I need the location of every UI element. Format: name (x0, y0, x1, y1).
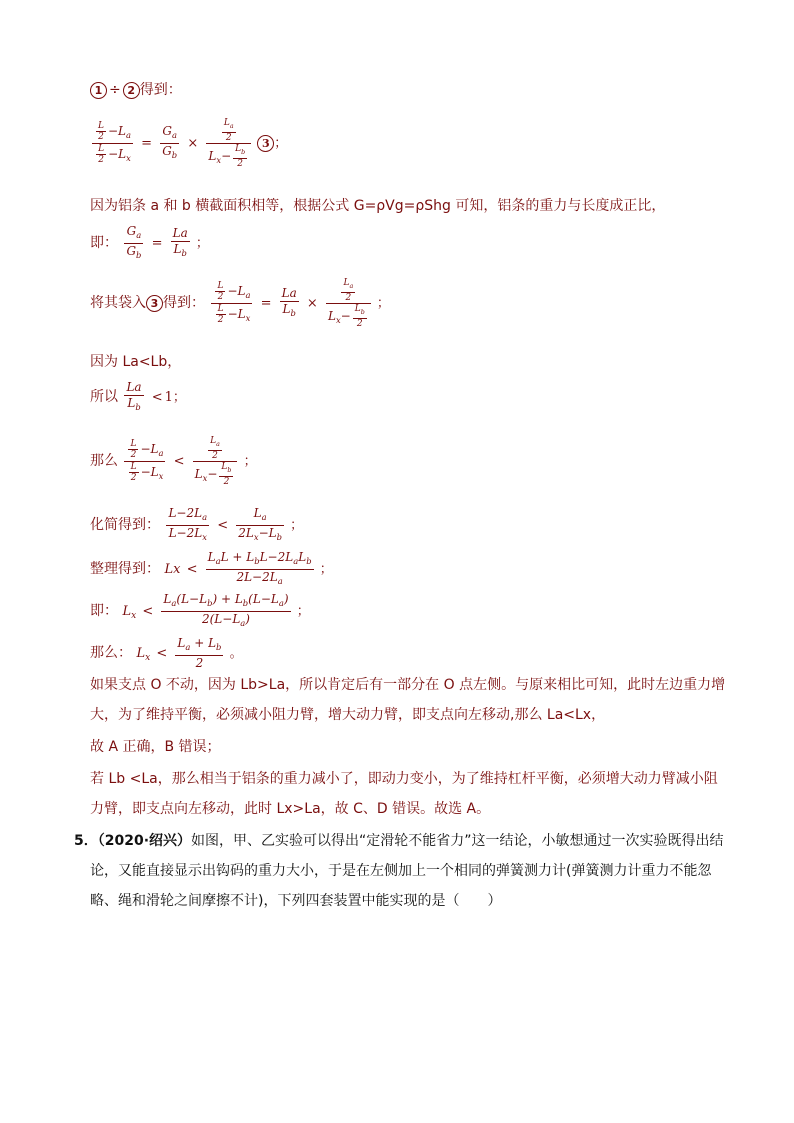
text-la-lt-lb: 因为 La<Lb， (90, 354, 182, 370)
line-ie: 即： $L_x$ < $\frac{L_a(L-L_b) + L_b(L-L_a)}{2(L-L_a)}$ ； (90, 592, 310, 628)
para-2: 故 A 正确，B 错误； (90, 739, 221, 755)
text-get: 得到： (139, 82, 182, 98)
question-source: （2020·绍兴） (97, 833, 192, 849)
frac-right: $\frac{L_a}{2}$ $L_x-$ $\frac{L_b}{2}$ (206, 118, 251, 169)
divide-sign: ÷ (109, 82, 121, 98)
frac-left: $\frac{L}{2}$ $-L_a$ $\frac{L}{2}$ $-L_x$ (92, 121, 133, 166)
question-5-line-2: 论，又能直接显示出钩码的重力大小，于是在左侧加上一个相同的弹簧测力计(弹簧测力计重力不能忽 (90, 863, 712, 879)
line-organize: 整理得到： Lx < $\frac{L_aL + L_bL-2L_aL_b}{2L-2L_a}$ ； (90, 550, 333, 586)
question-5-line-1: 5．（2020·绍兴）如图，甲、乙实验可以得出“定滑轮不能省力”这一结论，小敏想通过一次实验既得出结 (74, 833, 724, 849)
line-substitute: 将其袋入 3 得到： $\frac{L}{2}$ $-L_a$ $\frac{L}{2}$ $-L_x$ = $\frac{La}{L_b}$ × $\frac{L_a}{2}$ $L_x-$ $\frac{L_b}{2}$ ； (90, 278, 390, 329)
question-5-line-3: 略、绳和滑轮之间摩擦不计)，下列四套装置中能实现的是（ ） (90, 893, 502, 909)
para-1a: 如果支点 O 不动，因为 Lb>La，所以肯定后有一部分在 O 点左侧。与原来相比可知，此时左边重力增 (90, 677, 726, 693)
question-number: 5． (74, 833, 98, 849)
para-1b: 大，为了维持平衡，必须减小阻力臂，增大动力臂，即支点向左移动,那么 La<Lx， (90, 707, 606, 723)
text-line-gravity: 因为铝条 a 和 b 横截面积相等，根据公式 G=ρVg=ρShg 可知，铝条的重力与长度成正比， (90, 198, 666, 214)
para-3a: 若 Lb <La，那么相当于铝条的重力减小了，即动力变小，为了维持杠杆平衡，必须增大动力臂减小阻 (90, 771, 718, 787)
line-divide-equations (90, 80, 182, 100)
line-so: 所以 $\frac{La}{L_b}$ < 1； (90, 380, 186, 412)
line-ratio: 即： $\frac{G_a}{G_b}$ = $\frac{La}{L_b}$ ； (90, 224, 209, 260)
para-3b: 力臂，即支点向左移动，此时 Lx>La，故 C、D 错误。故选 A。 (90, 801, 491, 817)
circled-1: 1 (90, 82, 107, 99)
circled-2: 2 (123, 82, 140, 99)
equation-3: $\frac{L}{2}$ $-L_a$ $\frac{L}{2}$ $-L_x$ = $\frac{G_a}{G_b}$ × $\frac{L_a}{2}$ $L_x-$ $\frac{L_b}{2}$ 3 ； (90, 118, 287, 169)
circled-3: 3 (257, 135, 274, 152)
line-simplify: 化简得到： $\frac{L-2L_a}{L-2L_x}$ < $\frac{L_a}{2L_x-L_b}$ ； (90, 506, 304, 542)
line-then-2: 那么： $L_x$ < $\frac{L_a + L_b}{2}$ 。 (90, 636, 243, 670)
line-then-1: 那么 $\frac{L}{2}$ $-L_a$ $\frac{L}{2}$ $-L_x$ < $\frac{L_a}{2}$ $L_x-$ $\frac{L_b}{2}$ ； (90, 436, 257, 487)
frac-g-ratio: $\frac{G_a}{G_b}$ (162, 124, 178, 160)
